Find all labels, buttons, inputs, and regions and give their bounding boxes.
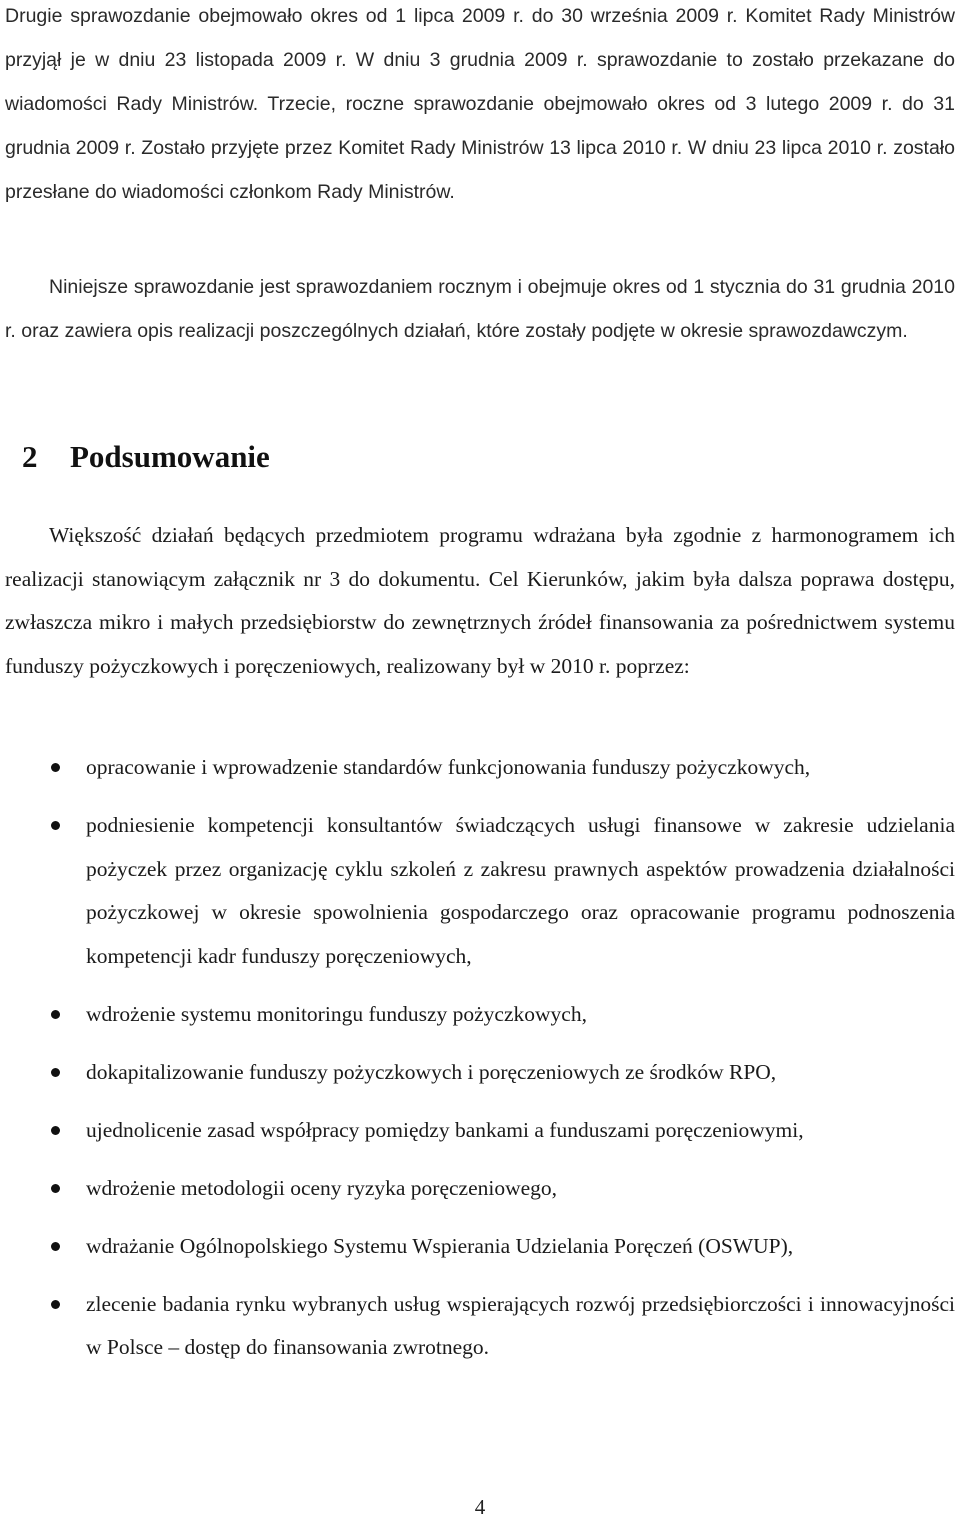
section-heading	[22, 432, 270, 482]
section-number: 2	[22, 439, 38, 474]
page-number: 4	[474, 1495, 486, 1519]
list-item	[5, 1167, 955, 1211]
list-item-text: ujednolicenie zasad współpracy pomiędzy bankami a funduszami poręczeniowymi,	[86, 1117, 804, 1142]
intro-paragraph-2: Niniejsze sprawozdanie jest sprawozdaniem rocznym i obejmuje okres od 1 stycznia do 31 grudnia 2010 r. oraz zawiera opis realizacji poszczególnych działań, które zostały podjęte w okresie sprawozdawczym.	[5, 276, 955, 342]
list-item	[5, 1225, 955, 1269]
bullet-icon	[51, 821, 60, 830]
bullet-icon	[51, 1184, 60, 1193]
list-item-text: wdrożenie metodologii oceny ryzyka poręczeniowego,	[86, 1175, 558, 1200]
list-item	[5, 1283, 955, 1370]
list-item-text: wdrażanie Ogólnopolskiego Systemu Wspierania Udzielania Poręczeń (OSWUP),	[86, 1233, 794, 1258]
list-item	[5, 993, 955, 1037]
list-item	[5, 1109, 955, 1153]
list-item-text: opracowanie i wprowadzenie standardów funkcjonowania funduszy pożyczkowych,	[86, 755, 811, 779]
bullet-icon	[51, 1068, 60, 1077]
bullet-list	[5, 746, 955, 1384]
list-item	[5, 746, 955, 790]
bullet-icon	[51, 1126, 60, 1135]
summary-paragraph: Większość działań będących przedmiotem programu wdrażana była zgodnie z harmonogramem ich realizacji stanowiącym załącznik nr 3 do dokumentu. Cel Kierunków, jakim była dalsza poprawa dostępu, zwłaszcza mikro i małych przedsiębiorstw do zewnętrznych źródeł finansowania za pośrednictwem systemu funduszy pożyczkowych i poręczeniowych, realizowany był w 2010 r. poprzez:	[5, 523, 955, 678]
section-title: Podsumowanie	[70, 439, 270, 474]
list-item-text: zlecenie badania rynku wybranych usług wspierających rozwój przedsiębiorczości i innowacyjności w Polsce – dostęp do finansowania zwrotnego.	[86, 1291, 955, 1359]
list-item-text: podniesienie kompetencji konsultantów świadczących usługi finansowe w zakresie udzielania pożyczek przez organizację cyklu szkoleń z zakresu prawnych aspektów prowadzenia działalności pożyczkowej w okresie spowolnienia gospodarczego oraz opracowanie programu podnoszenia kompetencji kadr funduszy poręczeniowych,	[86, 813, 955, 968]
list-item-text: wdrożenie systemu monitoringu funduszy pożyczkowych,	[86, 1001, 587, 1026]
intro-paragraph-1: Drugie sprawozdanie obejmowało okres od 1 lipca 2009 r. do 30 września 2009 r. Komitet Rady Ministrów przyjął je w dniu 23 listopada 2009 r. W dniu 3 grudnia 2009 r. sprawozdanie to zostało przekazane do wiadomości Rady Ministrów. Trzecie, roczne sprawozdanie obejmowało okres od 3 lutego 2009 r. do 31 grudnia 2009 r. Zostało przyjęte przez Komitet Rady Ministrów 13 lipca 2010 r. W dniu 23 lipca 2010 r. zostało przesłane do wiadomości członkom Rady Ministrów.	[5, 5, 955, 203]
bullet-icon	[51, 1010, 60, 1019]
bullet-icon	[51, 1300, 60, 1309]
list-item	[5, 804, 955, 978]
list-item-text: dokapitalizowanie funduszy pożyczkowych i poręczeniowych ze środków RPO,	[86, 1059, 777, 1084]
bullet-icon	[51, 1242, 60, 1251]
list-item	[5, 1051, 955, 1095]
bullet-icon	[51, 763, 60, 772]
